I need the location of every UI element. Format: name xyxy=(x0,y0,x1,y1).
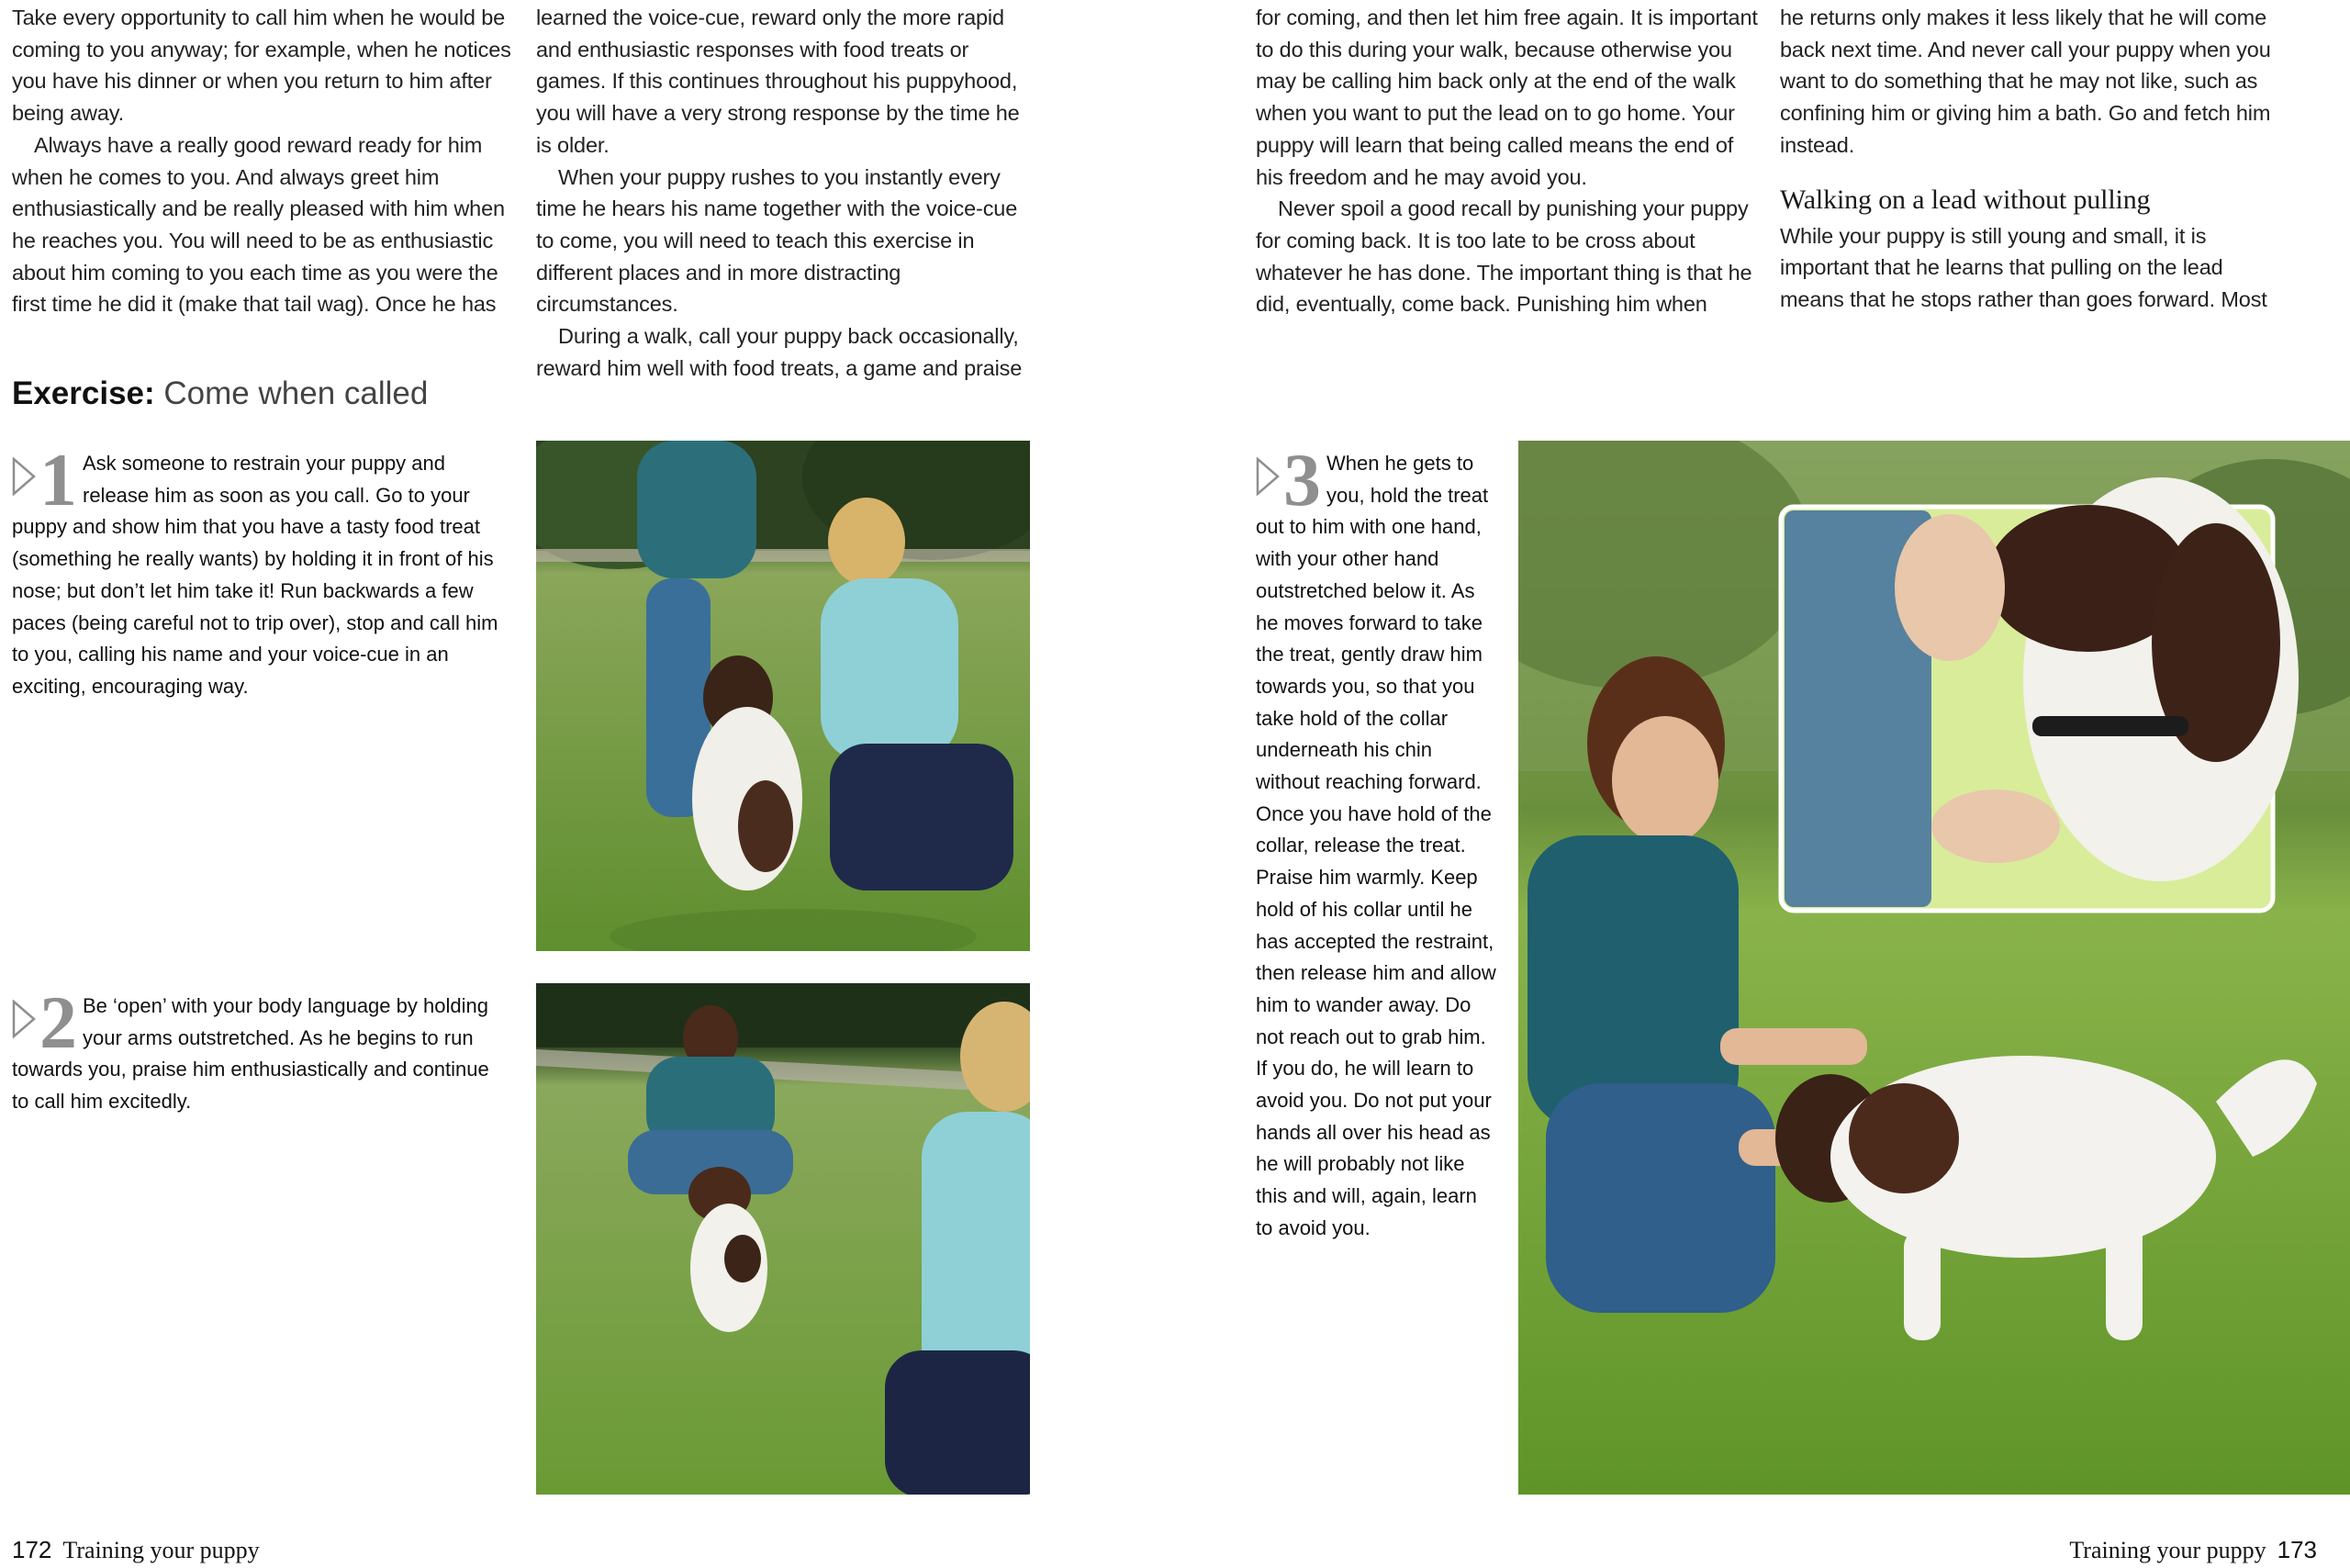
exercise-label: Exercise: xyxy=(12,375,155,411)
paragraph: learned the voice-cue, reward only the more rapid and enthusiastic responses with food treats or games. If this continues throughout his puppyhood, you will have a very strong response by the time he is older. xyxy=(536,6,1020,157)
step-3 xyxy=(1256,438,1496,1245)
play-triangle-icon xyxy=(1256,457,1280,496)
play-triangle-icon xyxy=(12,1000,36,1038)
step-number: 1 xyxy=(39,438,77,521)
play-triangle-icon xyxy=(12,457,36,496)
photo-step-1 xyxy=(536,441,1030,951)
step-text: Ask someone to restrain your puppy and release him as soon as you call. Go to your puppy and show him that you have a tasty food treat (something he really wants) by holding it in front of his nose; but don’t let him take it! Run backwards a few paces (being careful not to trip over), stop and call him to you, calling his name and your voice-cue in an exciting, encouraging way. xyxy=(12,452,498,698)
paragraph: When your puppy rushes to you instantly every time he hears his name together with the voice-cue to come, you will need to teach this exercise in different places and in more distracting circumstances. xyxy=(536,164,1018,317)
paragraph: he returns only makes it less likely that he will come back next time. And never call your puppy when you want to do something that he may not like, such as confining him or giving him a bath. Go and fetch him instead. xyxy=(1780,6,2271,157)
paragraph: for coming, and then let him free again. It is important to do this during your walk, because otherwise you may be calling him back only at the end of the walk when you want to put the lead on to go home. Your puppy will learn that being called means the end of his freedom and he may avoid you. xyxy=(1256,6,1758,189)
paragraph: While your puppy is still young and small, it is important that he learns that pulling on the lead means that he stops rather than goes forward. Most xyxy=(1780,223,2267,311)
step-text: Be ‘open’ with your body language by holding your arms outstretched. As he begins to run towards you, praise him enthusiastically and continue to call him excitedly. xyxy=(12,994,489,1114)
right-page-column-1 xyxy=(1256,2,1759,320)
paragraph: Always have a really good reward ready for him when he comes to you. And always greet him enthusiastically and be really pleased with him when he reaches you. You will need to be as enthusiastic about him coming to you each time as you were the first time he did it (make that tail wag). Once he has xyxy=(12,132,505,317)
step-marker xyxy=(12,438,77,521)
step-text: When he gets to you, hold the treat out to him with one hand, with your other hand outstretched below it. As he moves forward to take the treat, gently draw him towards you, so that you take hold of the collar underneath his chin without reaching forward. Once you have hold of the collar, release the treat. Praise him warmly. Keep hold of his collar until he has accepted the restraint, then release him and allow him to wander away. Do not reach out to grab him. If you do, he will learn to avoid you. Do not put your hands all over his head as he will probably not like this and will, again, learn to avoid you. xyxy=(1256,452,1496,1239)
exercise-heading xyxy=(12,375,428,413)
exercise-title: Come when called xyxy=(163,375,429,411)
page-number: 173 xyxy=(2277,1536,2317,1563)
right-page-column-2 xyxy=(1780,2,2283,316)
paragraph: Never spoil a good recall by punishing your puppy for coming back. It is too late to be cross about whatever he has done. The important thing is that he did, eventually, come back. Punishing him when xyxy=(1256,196,1752,317)
step-2 xyxy=(12,980,508,1118)
section-heading: Walking on a lead without pulling xyxy=(1780,184,2151,215)
right-page-footer xyxy=(2069,1534,2317,1566)
running-title: Training your puppy xyxy=(62,1537,260,1563)
running-title: Training your puppy xyxy=(2069,1537,2266,1563)
step-marker xyxy=(12,980,77,1064)
paragraph: Take every opportunity to call him when he would be coming to you anyway; for example, when he notices you have his dinner or when you return to him after being away. xyxy=(12,6,511,126)
left-page-footer xyxy=(12,1534,260,1566)
photo-step-2 xyxy=(536,983,1030,1495)
step-marker xyxy=(1256,438,1321,521)
step-1 xyxy=(12,438,508,703)
step-number: 2 xyxy=(39,980,77,1064)
paragraph: During a walk, call your puppy back occasionally, reward him well with food treats, a game and praise xyxy=(536,324,1023,380)
left-page-column-2 xyxy=(536,2,1039,384)
step-number: 3 xyxy=(1283,438,1321,521)
photo-step-3 xyxy=(1518,441,2350,1495)
page-number: 172 xyxy=(12,1536,52,1563)
left-page-column-1 xyxy=(12,2,515,320)
